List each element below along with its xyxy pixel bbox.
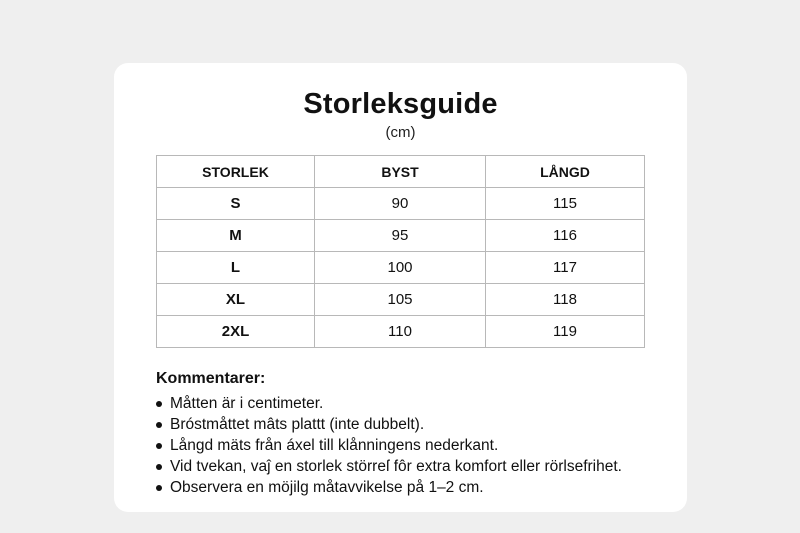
bust-cell: 110 bbox=[315, 316, 486, 348]
bullet-icon bbox=[156, 401, 162, 407]
size-cell: L bbox=[157, 252, 315, 284]
size-cell: 2XL bbox=[157, 316, 315, 348]
list-item-text: Måtten är i centimeter. bbox=[170, 394, 324, 412]
bust-cell: 95 bbox=[315, 220, 486, 252]
list-item bbox=[156, 477, 622, 498]
unit-subtitle: (cm) bbox=[385, 124, 416, 141]
size-cell: S bbox=[157, 188, 315, 220]
list-item-text: Bróstmåttet mâts plattt (inte dubbelt). bbox=[170, 415, 425, 433]
bust-cell: 105 bbox=[315, 284, 486, 316]
comments-heading: Kommentarer: bbox=[156, 370, 266, 387]
table-row bbox=[157, 220, 645, 252]
table-row bbox=[157, 252, 645, 284]
bullet-icon bbox=[156, 485, 162, 491]
list-item-text: Vid tvekan, vaĵ en storlek störreſ fôr extra komfort eller rörlsefrihet. bbox=[170, 457, 622, 475]
table-row bbox=[157, 188, 645, 220]
comments-list bbox=[156, 393, 622, 498]
table-row bbox=[157, 284, 645, 316]
header-bust: BYST bbox=[315, 156, 486, 188]
length-cell: 118 bbox=[486, 284, 645, 316]
length-cell: 117 bbox=[486, 252, 645, 284]
bust-cell: 100 bbox=[315, 252, 486, 284]
table-header-row bbox=[157, 156, 645, 188]
header-size: STORLEK bbox=[157, 156, 315, 188]
size-table bbox=[156, 155, 645, 348]
size-cell: M bbox=[157, 220, 315, 252]
length-cell: 119 bbox=[486, 316, 645, 348]
list-item bbox=[156, 414, 622, 435]
list-item-text: Observera en möjilg måtavvikelse på 1–2 cm. bbox=[170, 478, 484, 496]
table-row bbox=[157, 316, 645, 348]
size-guide-card bbox=[114, 63, 687, 512]
length-cell: 115 bbox=[486, 188, 645, 220]
list-item-text: Långd mäts från áxel till klånningens nederkant. bbox=[170, 436, 499, 454]
page-title: Storleksguide bbox=[303, 88, 498, 120]
size-cell: XL bbox=[157, 284, 315, 316]
bullet-icon bbox=[156, 422, 162, 428]
bullet-icon bbox=[156, 443, 162, 449]
header-length: LÅNGD bbox=[486, 156, 645, 188]
bust-cell: 90 bbox=[315, 188, 486, 220]
list-item bbox=[156, 435, 622, 456]
length-cell: 116 bbox=[486, 220, 645, 252]
list-item bbox=[156, 456, 622, 477]
list-item bbox=[156, 393, 622, 414]
bullet-icon bbox=[156, 464, 162, 470]
